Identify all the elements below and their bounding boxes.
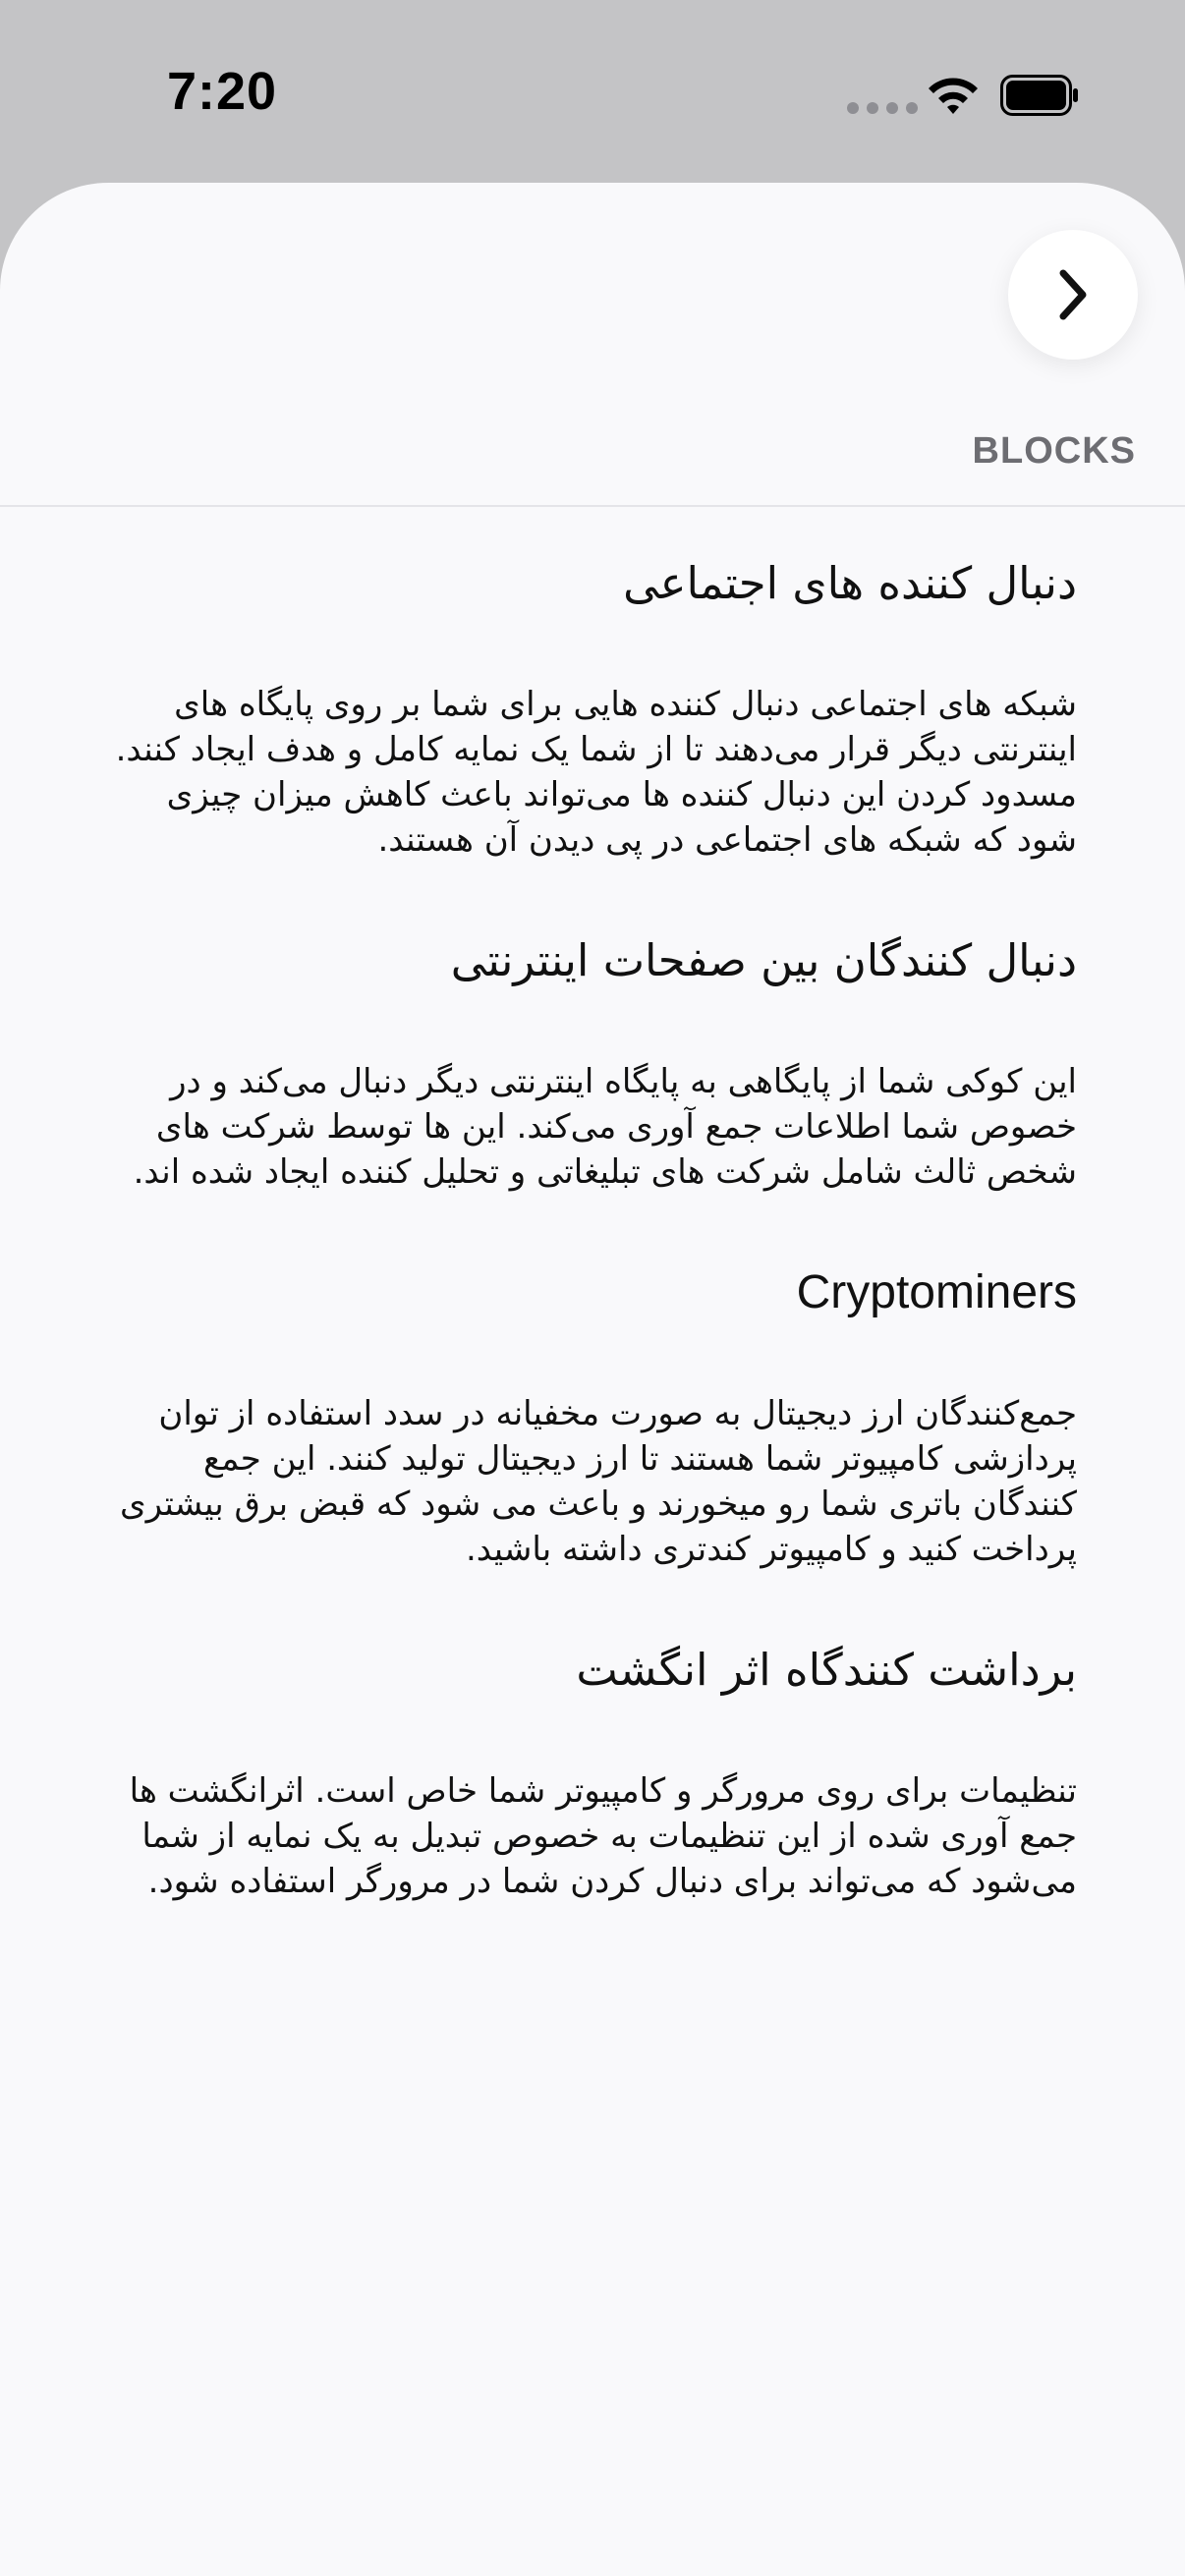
block-description: جمع‌کنندگان ارز دیجیتال به صورت مخفیانه در سدد استفاده از توان پردازشی کامپیوتر شما هستند تا ارز دیجیتال تولید کنند. این جمع کنندگان باتری شما رو میخورند و باعث می شود که قبض برق بیشتری پرداخت کنید و کامپیوتر کندتری داشته باشید. [120, 1394, 1077, 1569]
status-bar [0, 0, 1185, 183]
battery-icon [1000, 75, 1079, 116]
block-title: دنبال کننده های اجتماعی [623, 557, 1077, 609]
divider [0, 505, 1185, 507]
block-description: تنظیمات برای روی مرورگر و کامپیوتر شما خاص است. اثرانگشت ها جمع آوری شده از این تنظیمات به خصوص تبدیل به یک نمایه از شما می‌شود که می‌تواند برای دنبال کردن شما در مرورگر استفاده شود. [129, 1771, 1077, 1901]
block-social-trackers [108, 556, 1077, 863]
blocks-sheet [0, 183, 1185, 2576]
forward-button[interactable] [1008, 230, 1138, 360]
status-time: 7:20 [167, 62, 278, 121]
block-title: Cryptominers [796, 1266, 1077, 1318]
block-cryptominers [108, 1265, 1077, 1572]
block-fingerprinters [108, 1643, 1077, 1904]
block-description: شبکه های اجتماعی دنبال کننده هایی برای شما بر روی پایگاه های اینترنتی دیگر قرار می‌دهند تا از شما یک نمایه کامل و هدف ایجاد کنند. مسدود کردن این دنبال کننده ها می‌تواند باعث کاهش میزان چیزی شود که شبکه های اجتماعی در پی دیدن آن هستند. [115, 685, 1077, 860]
blocks-list [108, 556, 1077, 1975]
block-cross-site-trackers [108, 933, 1077, 1195]
cellular-signal-icon [847, 102, 918, 114]
block-title: دنبال کنندگان بین صفحات اینترنتی [450, 934, 1077, 986]
wifi-icon [926, 75, 981, 118]
section-title: BLOCKS [972, 430, 1136, 472]
chevron-right-icon [1051, 265, 1095, 324]
block-title: برداشت کنندگاه اثر انگشت [576, 1644, 1077, 1696]
block-description: این کوکی شما از پایگاهی به پایگاه اینترنتی دیگر دنبال می‌کند و در خصوص شما اطلاعات جمع آوری می‌کند. این ها توسط شرکت های شخص ثالث شامل شرکت های تبلیغاتی و تحلیل کننده ایجاد شده اند. [133, 1062, 1077, 1192]
